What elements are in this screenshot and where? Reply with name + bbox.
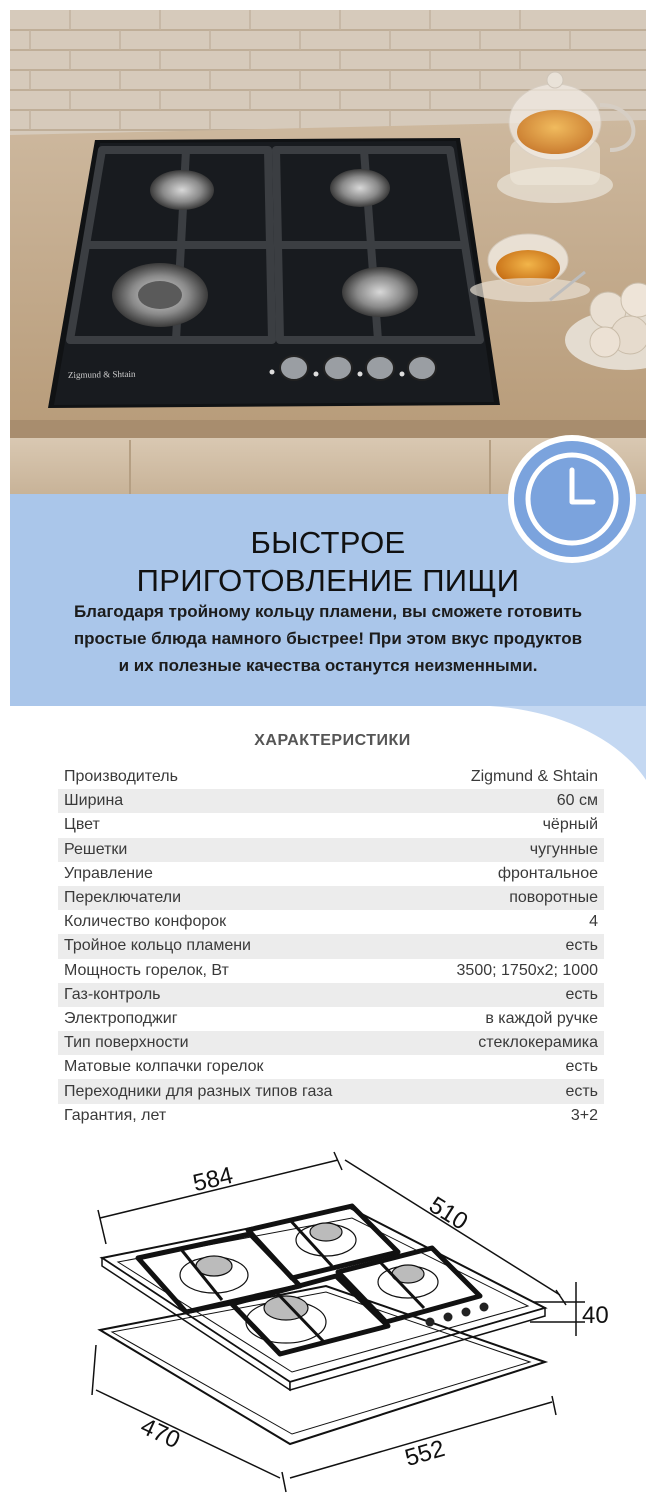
spec-value: есть [565, 1058, 598, 1076]
spec-label: Гарантия, лет [64, 1106, 167, 1124]
spec-label: Матовые колпачки горелок [64, 1058, 264, 1076]
banner-text-line-2: простые блюда намного быстрее! При этом вкус продуктов [73, 629, 583, 648]
spec-label: Производитель [64, 768, 178, 786]
spec-row [58, 886, 604, 910]
spec-row [58, 789, 604, 813]
spec-row [58, 765, 604, 789]
spec-label: Цвет [64, 816, 100, 834]
spec-value: чугунные [529, 840, 598, 858]
dimension-height: 40 [582, 1302, 609, 1329]
spec-row [58, 838, 604, 862]
dimension-diagram [0, 1140, 656, 1500]
clock-icon [505, 432, 639, 566]
spec-label: Решетки [64, 840, 128, 858]
dimension-drawing [0, 1140, 656, 1500]
spec-row [58, 1079, 604, 1103]
spec-row [58, 1104, 604, 1128]
banner-title-line-2: ПРИГОТОВЛЕНИЕ ПИЩИ [136, 563, 520, 598]
spec-row [58, 1055, 604, 1079]
spec-value: 4 [589, 913, 598, 931]
spec-label: Управление [64, 864, 153, 882]
hero-photo-gas-hob [10, 10, 646, 494]
dimension-cutout-width: 552 [401, 1435, 448, 1473]
spec-row [58, 862, 604, 886]
spec-label: Газ-контроль [64, 985, 161, 1003]
spec-value: чёрный [542, 816, 598, 834]
spec-value: есть [565, 1082, 598, 1100]
spec-row [58, 934, 604, 958]
specs-table [58, 765, 604, 1128]
spec-value: Zigmund & Shtain [470, 768, 598, 786]
spec-row [58, 910, 604, 934]
banner-text-line-1: Благодаря тройному кольцу пламени, вы сможете готовить [73, 602, 583, 621]
spec-row [58, 813, 604, 837]
spec-value: поворотные [509, 889, 598, 907]
hob-brand-label: Zigmund & Shtain [67, 368, 136, 380]
banner-description [10, 598, 646, 679]
spec-value: 60 см [556, 792, 598, 810]
dimension-top-depth: 510 [424, 1191, 473, 1236]
spec-label: Переходники для разных типов газа [64, 1082, 333, 1100]
spec-label: Электроподжиг [64, 1009, 178, 1027]
dimension-top-width: 584 [190, 1161, 236, 1198]
spec-value: 3+2 [570, 1106, 598, 1124]
spec-value: фронтальное [497, 864, 598, 882]
specs-heading: ХАРАКТЕРИСТИКИ [254, 732, 411, 749]
spec-label: Тройное кольцо пламени [64, 937, 251, 955]
spec-value: есть [565, 985, 598, 1003]
dimension-cutout-depth: 470 [136, 1412, 185, 1455]
spec-label: Тип поверхности [64, 1034, 189, 1052]
spec-row [58, 959, 604, 983]
spec-label: Количество конфорок [64, 913, 227, 931]
spec-value: стеклокерамика [478, 1034, 598, 1052]
spec-label: Переключатели [64, 889, 182, 907]
spec-value: есть [565, 937, 598, 955]
spec-value: 3500; 1750x2; 1000 [456, 961, 598, 979]
spec-row [58, 983, 604, 1007]
banner-title-line-1: БЫСТРОЕ [250, 525, 406, 560]
spec-label: Мощность горелок, Вт [64, 961, 229, 979]
spec-label: Ширина [64, 792, 124, 810]
spec-value: в каждой ручке [485, 1009, 598, 1027]
spec-row [58, 1007, 604, 1031]
banner-text-line-3: и их полезные качества останутся неизменными. [118, 656, 538, 675]
spec-row [58, 1031, 604, 1055]
